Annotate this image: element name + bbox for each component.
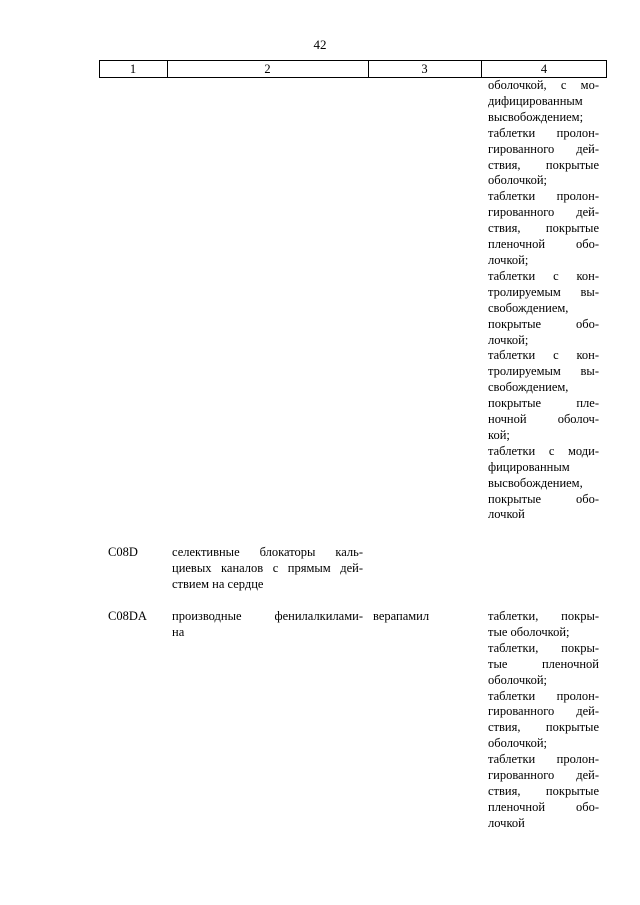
text-line: оболочкой; [488, 736, 547, 751]
text-line: оболочкой, с мо- [488, 78, 599, 92]
text-line: лочкой; [488, 252, 529, 267]
text-line: ствия, покрытые [488, 720, 599, 735]
text-line: таблетки, покры- [488, 609, 599, 623]
header-col-3: 3 [421, 62, 428, 76]
table-header [99, 60, 607, 78]
text-line: тролируемым вы- [488, 364, 599, 379]
page-number: 42 [313, 37, 327, 52]
text-line: таблетки с кон- [488, 348, 599, 363]
text-line: оболочкой; [488, 173, 547, 188]
row-drug-verapamil: верапамил [373, 609, 430, 623]
row-forms-c08da [488, 609, 599, 832]
text-line: лочкой [488, 815, 525, 830]
text-line: таблетки пролон- [488, 752, 599, 767]
text-line: ствия, покрытые [488, 221, 599, 236]
text-line: циевых каналов с прямым дей- [172, 560, 363, 575]
text-line: гированного дей- [488, 704, 599, 719]
text-line: покрытые обо- [488, 491, 599, 506]
text-line: высвобождением; [488, 109, 584, 124]
text-line: таблетки пролон- [488, 688, 599, 703]
text-line: тые оболочкой; [488, 624, 570, 639]
text-line: гированного дей- [488, 141, 599, 156]
text-line: тые пленочной [488, 656, 599, 671]
text-line: покрытые пле- [488, 396, 599, 411]
text-line: кой; [488, 427, 510, 442]
row-code-c08d: C08D [108, 545, 138, 559]
text-line: гированного дей- [488, 768, 599, 783]
text-line: свобождением, [488, 300, 569, 315]
text-line: лочкой; [488, 332, 529, 347]
header-col-1: 1 [129, 62, 137, 76]
text-line: фицированным [488, 459, 570, 474]
text-line: оболочкой; [488, 672, 547, 687]
text-line: на [172, 624, 185, 639]
text-line: селективные блокаторы каль- [172, 545, 363, 559]
header-col-4: 4 [540, 62, 548, 76]
text-line: таблетки с кон- [488, 268, 599, 283]
text-line: таблетки пролон- [488, 125, 599, 140]
continuation-dosage-forms [488, 78, 599, 523]
row-code-c08da: C08DA [108, 609, 147, 623]
text-line: дифицированным [488, 93, 583, 108]
text-line: пленочной обо- [488, 237, 599, 252]
text-line: свобождением, [488, 380, 569, 395]
text-line: высвобождением, [488, 475, 583, 490]
text-line: лочкой [488, 507, 525, 522]
text-line: таблетки пролон- [488, 189, 599, 204]
text-line: пленочной обо- [488, 799, 599, 814]
row-group-c08d [172, 545, 363, 593]
row-group-c08da [172, 609, 363, 641]
text-line: ночной оболоч- [488, 412, 599, 427]
text-line: ствия, покрытые [488, 157, 599, 172]
text-line: ствием на сердце [172, 576, 264, 591]
text-line: таблетки, покры- [488, 640, 599, 655]
text-line: покрытые обо- [488, 316, 599, 331]
header-col-2: 2 [264, 62, 271, 76]
text-line: гированного дей- [488, 205, 599, 220]
text-line: тролируемым вы- [488, 284, 599, 299]
text-line: производные фенилалкилами- [172, 609, 363, 623]
header-border [606, 61, 607, 77]
text-line: ствия, покрытые [488, 783, 599, 798]
text-line: таблетки с моди- [488, 443, 599, 458]
